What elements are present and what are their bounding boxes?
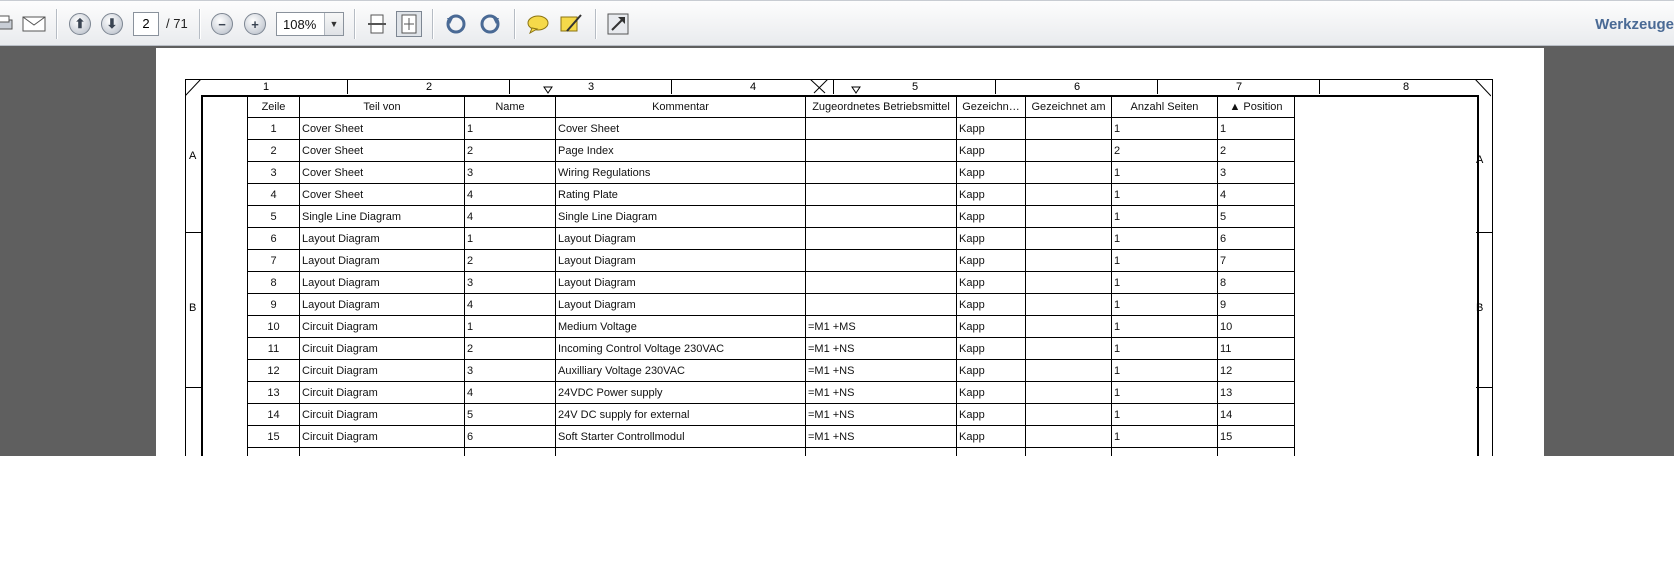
table-cell: 1	[1112, 404, 1218, 426]
table-cell: Layout Diagram	[300, 272, 465, 294]
page-index-table	[247, 96, 1295, 456]
column-number: 2	[347, 80, 510, 94]
table-cell: 4	[465, 294, 556, 316]
column-number: 4	[671, 80, 834, 94]
table-cell: Layout Diagram	[556, 228, 806, 250]
table-cell: Layout Diagram	[556, 294, 806, 316]
table-cell: 3	[248, 162, 300, 184]
table-cell: Kapp	[957, 162, 1026, 184]
table-cell	[806, 118, 957, 140]
table-cell: 3	[465, 360, 556, 382]
column-number: 7	[1157, 80, 1320, 94]
table-cell	[1026, 184, 1112, 206]
table-cell: Layout Diagram	[556, 250, 806, 272]
table-cell: Layout Diagram	[300, 228, 465, 250]
table-cell: Kapp	[957, 294, 1026, 316]
email-icon[interactable]	[20, 11, 48, 37]
table-cell: 1	[465, 316, 556, 338]
column-number: 8	[1319, 80, 1492, 94]
table-cell: =M1 +NS	[806, 360, 957, 382]
zoom-in-icon[interactable]: +	[242, 11, 268, 37]
chevron-down-icon[interactable]: ▼	[324, 13, 343, 35]
zoom-out-icon[interactable]: −	[209, 11, 235, 37]
table-cell	[806, 140, 957, 162]
table-row[interactable]	[248, 228, 1295, 250]
table-cell	[1026, 360, 1112, 382]
column-header[interactable]: Name	[465, 97, 556, 118]
table-cell: 10	[248, 316, 300, 338]
table-cell: Wiring Regulations	[556, 162, 806, 184]
table-cell: =M1 +NS	[806, 404, 957, 426]
table-cell: Kapp	[957, 404, 1026, 426]
table-cell: Cover Sheet	[300, 184, 465, 206]
zoom-select[interactable]	[276, 12, 344, 36]
table-cell: 1	[1112, 184, 1218, 206]
column-header[interactable]: Gezeichn…	[957, 97, 1026, 118]
table-cell: Kapp	[957, 272, 1026, 294]
table-cell	[957, 448, 1026, 457]
table-cell: Kapp	[957, 228, 1026, 250]
empty-area	[0, 456, 1674, 574]
table-cell: 4	[465, 206, 556, 228]
table-cell: Incoming Control Voltage 230VAC	[556, 338, 806, 360]
table-cell: Kapp	[957, 184, 1026, 206]
row-letter: A	[189, 150, 197, 162]
table-cell: 15	[248, 426, 300, 448]
table-row[interactable]	[248, 294, 1295, 316]
table-cell: 1	[1112, 426, 1218, 448]
table-cell: 2	[465, 338, 556, 360]
row-divider	[1476, 387, 1492, 388]
table-cell: Circuit Diagram	[300, 338, 465, 360]
table-cell: 6	[248, 228, 300, 250]
table-cell: 1	[465, 118, 556, 140]
page-down-icon[interactable]: ⬇	[99, 11, 125, 37]
table-cell: Cover Sheet	[300, 140, 465, 162]
zoom-value: 108%	[283, 17, 317, 32]
table-cell	[1026, 382, 1112, 404]
table-cell: 12	[248, 360, 300, 382]
table-cell: 11	[1218, 338, 1295, 360]
table-cell	[806, 228, 957, 250]
table-cell: 1	[1112, 294, 1218, 316]
table-cell	[1026, 404, 1112, 426]
table-cell: 1	[1112, 206, 1218, 228]
table-cell	[248, 448, 300, 457]
table-cell	[1026, 162, 1112, 184]
table-cell: 4	[465, 184, 556, 206]
table-cell: 5	[1218, 206, 1295, 228]
table-cell: =M1 +MS	[806, 316, 957, 338]
table-cell	[806, 294, 957, 316]
table-cell	[1026, 228, 1112, 250]
toolbar	[0, 0, 1674, 46]
row-letter: A	[1476, 154, 1484, 166]
table-cell: 8	[1218, 272, 1295, 294]
table-cell: Circuit Diagram	[300, 360, 465, 382]
column-header[interactable]: Gezeichnet am	[1026, 97, 1112, 118]
toolbar-separator	[595, 9, 596, 39]
table-cell: Layout Diagram	[556, 272, 806, 294]
table-cell: 1	[1112, 316, 1218, 338]
table-cell: 24VDC Power supply	[556, 382, 806, 404]
table-cell: 1	[1112, 228, 1218, 250]
table-cell: 3	[465, 162, 556, 184]
table-cell	[1026, 316, 1112, 338]
table-cell: 2	[465, 250, 556, 272]
table-cell: 6	[465, 426, 556, 448]
table-cell: 15	[1218, 426, 1295, 448]
table-cell: 1	[1112, 118, 1218, 140]
pdf-page	[156, 48, 1544, 456]
table-cell: 1	[1218, 118, 1295, 140]
page-up-icon[interactable]: ⬆	[67, 11, 93, 37]
table-cell: 13	[248, 382, 300, 404]
rotate-right-icon[interactable]	[477, 11, 503, 37]
table-cell: 13	[1218, 382, 1295, 404]
tools-button[interactable]: Werkzeuge	[1595, 16, 1674, 33]
table-row[interactable]	[248, 250, 1295, 272]
page-total: / 71	[166, 16, 188, 31]
table-cell: 1	[1112, 338, 1218, 360]
table-cell: Kapp	[957, 118, 1026, 140]
table-cell: Kapp	[957, 426, 1026, 448]
column-number: 1	[262, 81, 270, 93]
row-divider	[1476, 232, 1492, 233]
table-cell	[1112, 448, 1218, 457]
table-cell: 9	[1218, 294, 1295, 316]
table-row[interactable]	[248, 338, 1295, 360]
table-cell: 3	[465, 272, 556, 294]
table-row[interactable]	[248, 404, 1295, 426]
row-letter: B	[189, 302, 197, 314]
column-number: 3	[509, 80, 672, 94]
table-cell: 5	[248, 206, 300, 228]
table-cell: 14	[1218, 404, 1295, 426]
table-cell: 24V DC supply for external	[556, 404, 806, 426]
toolbar-separator	[514, 9, 515, 39]
table-row[interactable]	[248, 360, 1295, 382]
table-cell: 8	[248, 272, 300, 294]
table-cell	[1026, 140, 1112, 162]
table-row[interactable]	[248, 448, 1295, 457]
table-row[interactable]	[248, 316, 1295, 338]
table-cell	[1026, 338, 1112, 360]
toolbar-separator	[354, 9, 355, 39]
table-cell: Circuit Diagram	[300, 426, 465, 448]
table-cell: 9	[248, 294, 300, 316]
table-cell: 1	[465, 228, 556, 250]
table-cell: 4	[1218, 184, 1295, 206]
table-cell	[1026, 448, 1112, 457]
table-cell: 1	[1112, 250, 1218, 272]
column-header[interactable]: Anzahl Seiten	[1112, 97, 1218, 118]
table-cell: =M1 +NS	[806, 426, 957, 448]
column-number: 5	[833, 80, 996, 94]
table-cell	[806, 250, 957, 272]
comment-icon[interactable]	[524, 11, 552, 37]
toolbar-separator	[56, 9, 57, 39]
table-cell: =M1 +NS	[806, 338, 957, 360]
table-row[interactable]	[248, 382, 1295, 404]
table-cell: 4	[248, 184, 300, 206]
table-cell: Single Line Diagram	[556, 206, 806, 228]
table-cell: 2	[1112, 140, 1218, 162]
table-cell: 12	[1218, 360, 1295, 382]
table-cell: Rating Plate	[556, 184, 806, 206]
toolbar-separator	[432, 9, 433, 39]
table-header-row	[248, 97, 1295, 118]
toolbar-separator	[199, 9, 200, 39]
table-cell: 1	[1112, 272, 1218, 294]
table-cell	[1026, 118, 1112, 140]
table-cell: 2	[1218, 140, 1295, 162]
table-cell: Kapp	[957, 338, 1026, 360]
table-cell: Soft Starter Controllmodul	[556, 426, 806, 448]
column-header[interactable]: ▲ Position	[1218, 97, 1295, 118]
table-cell: Circuit Diagram	[300, 404, 465, 426]
table-row[interactable]	[248, 426, 1295, 448]
table-cell: Circuit Diagram	[300, 316, 465, 338]
highlight-icon[interactable]	[557, 11, 585, 37]
table-cell: 11	[248, 338, 300, 360]
table-cell	[1218, 448, 1295, 457]
table-cell	[556, 448, 806, 457]
table-cell: Auxilliary Voltage 230VAC	[556, 360, 806, 382]
table-cell	[1026, 294, 1112, 316]
table-row[interactable]	[248, 162, 1295, 184]
table-cell	[1026, 426, 1112, 448]
table-cell: 1	[248, 118, 300, 140]
table-cell	[1026, 272, 1112, 294]
fit-page-icon[interactable]	[364, 11, 390, 37]
table-cell	[806, 162, 957, 184]
table-cell: Layout Diagram	[300, 250, 465, 272]
table-cell: Kapp	[957, 360, 1026, 382]
table-cell: Layout Diagram	[300, 294, 465, 316]
column-header[interactable]: Zeile	[248, 97, 300, 118]
row-divider	[185, 232, 201, 233]
table-cell: Kapp	[957, 316, 1026, 338]
table-cell: Single Line Diagram	[300, 206, 465, 228]
table-cell: Medium Voltage	[556, 316, 806, 338]
table-cell: Kapp	[957, 206, 1026, 228]
column-header[interactable]: Kommentar	[556, 97, 806, 118]
table-cell	[465, 448, 556, 457]
table-cell	[1026, 206, 1112, 228]
table-cell: 1	[1112, 382, 1218, 404]
table-cell: Cover Sheet	[556, 118, 806, 140]
table-cell: 1	[1112, 162, 1218, 184]
table-cell: 3	[1218, 162, 1295, 184]
table-cell: Cover Sheet	[300, 118, 465, 140]
table-cell	[1026, 250, 1112, 272]
table-cell: 7	[1218, 250, 1295, 272]
table-cell: Page Index	[556, 140, 806, 162]
table-cell: 2	[465, 140, 556, 162]
column-header[interactable]: Zugeordnetes Betriebsmittel	[806, 97, 957, 118]
table-cell: Kapp	[957, 250, 1026, 272]
table-cell: =M1 +NS	[806, 382, 957, 404]
table-cell: 10	[1218, 316, 1295, 338]
table-row[interactable]	[248, 118, 1295, 140]
table-row[interactable]	[248, 206, 1295, 228]
table-cell: 7	[248, 250, 300, 272]
table-row[interactable]	[248, 272, 1295, 294]
table-cell: 4	[465, 382, 556, 404]
rotate-left-icon[interactable]	[443, 11, 469, 37]
table-cell	[300, 448, 465, 457]
document-viewer[interactable]	[0, 46, 1674, 456]
row-divider	[185, 387, 201, 388]
fullscreen-icon[interactable]	[605, 11, 631, 37]
column-number: 6	[995, 80, 1158, 94]
print-icon[interactable]	[0, 11, 14, 37]
table-cell: Cover Sheet	[300, 162, 465, 184]
table-cell	[806, 184, 957, 206]
table-body	[248, 118, 1295, 457]
row-letter: B	[1476, 302, 1484, 314]
table-cell: 1	[1112, 360, 1218, 382]
table-row[interactable]	[248, 140, 1295, 162]
table-cell	[806, 206, 957, 228]
column-header[interactable]: Teil von	[300, 97, 465, 118]
table-cell	[806, 448, 957, 457]
table-cell: Kapp	[957, 140, 1026, 162]
table-row[interactable]	[248, 184, 1295, 206]
fit-width-icon[interactable]	[396, 11, 422, 37]
table-cell: 6	[1218, 228, 1295, 250]
table-cell: 5	[465, 404, 556, 426]
table-cell: 2	[248, 140, 300, 162]
table-cell	[806, 272, 957, 294]
page-number-input[interactable]: 2	[133, 12, 159, 36]
table-cell: 14	[248, 404, 300, 426]
table-cell: Kapp	[957, 382, 1026, 404]
table-cell: Circuit Diagram	[300, 382, 465, 404]
